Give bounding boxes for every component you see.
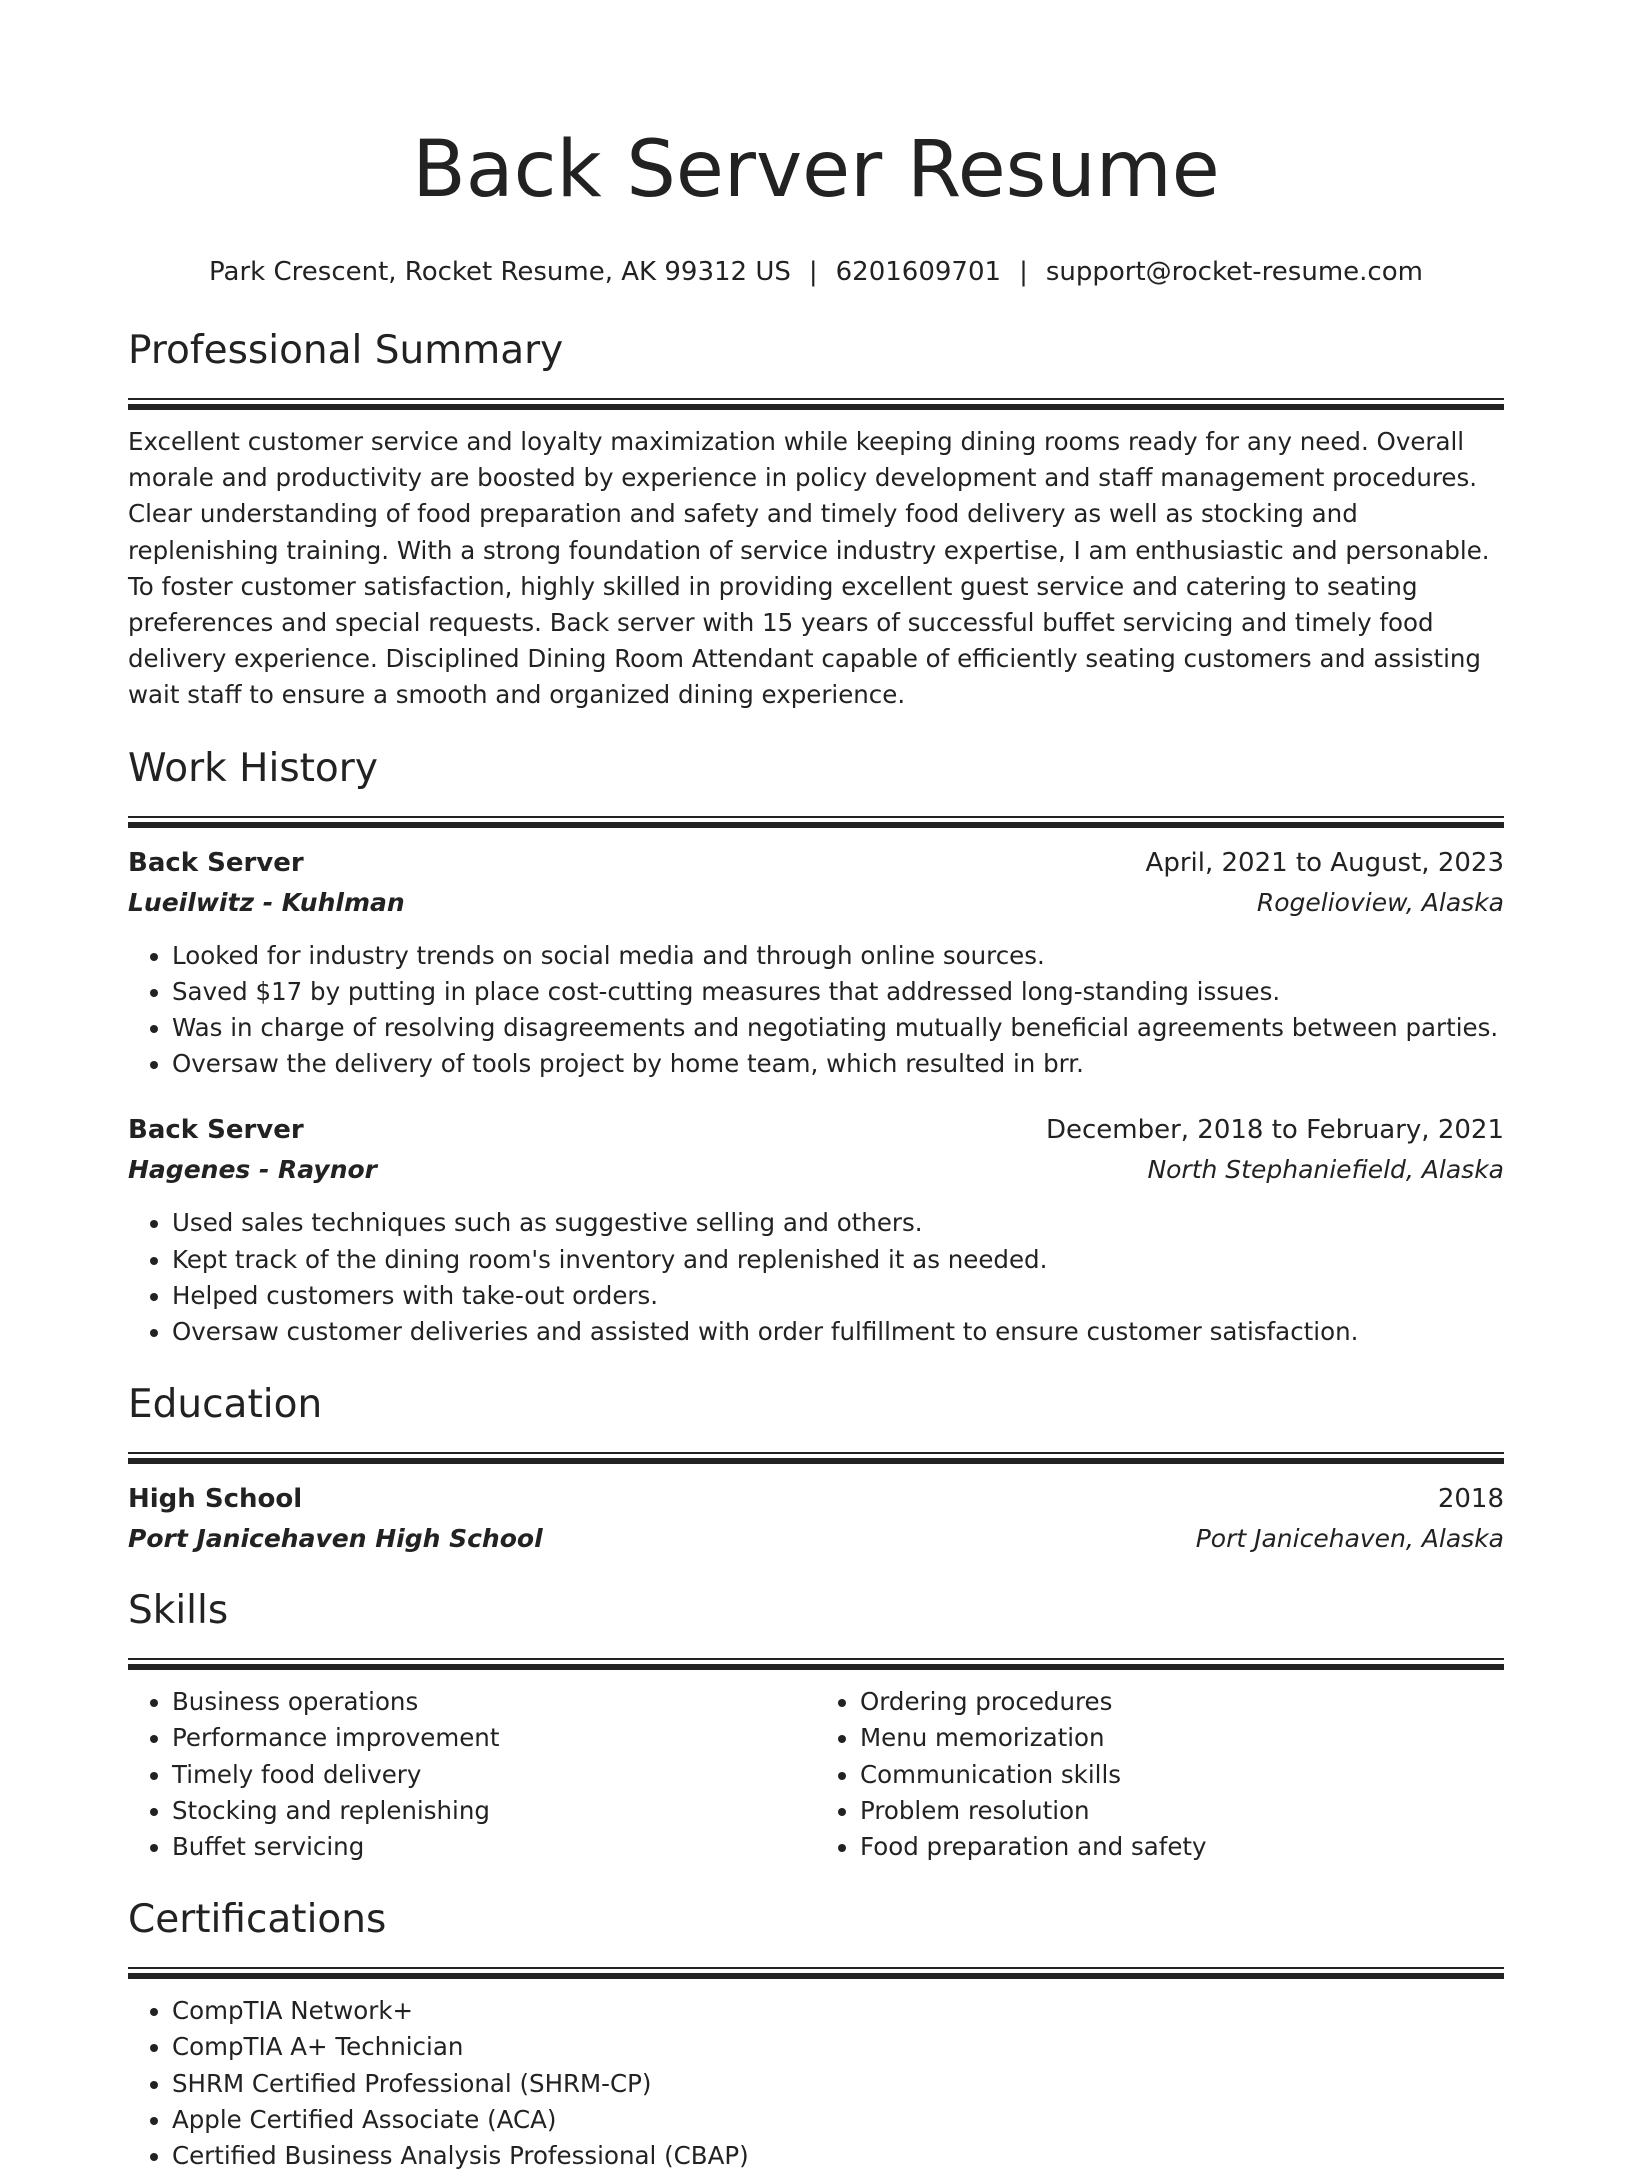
list-item: • Communication skills <box>860 1757 1504 1793</box>
job-entry <box>128 844 1504 1083</box>
list-item: • Helped customers with take-out orders. <box>172 1278 1504 1314</box>
section-divider <box>128 1967 1504 1979</box>
list-item: • Food preparation and safety <box>860 1829 1504 1865</box>
job-company: Hagenes - Raynor <box>128 1155 378 1185</box>
list-item: • CompTIA A+ Technician <box>172 2029 1504 2065</box>
education-school: Port Janicehaven High School <box>128 1524 543 1554</box>
contact-line <box>128 254 1504 290</box>
list-item: • Oversaw customer deliveries and assisted with order fulfillment to ensure customer satisfaction. <box>172 1314 1504 1350</box>
education-year: 2018 <box>1437 1484 1504 1515</box>
section-heading-skills: Skills <box>128 1588 229 1634</box>
list-item: • CompTIA Network+ <box>172 1993 1504 2029</box>
skills-section <box>128 1584 1504 1865</box>
summary-section <box>128 324 1504 714</box>
list-item: • Stocking and replenishing <box>172 1793 816 1829</box>
job-bullets <box>128 1205 1504 1350</box>
job-title: Back Server <box>128 847 304 878</box>
contact-phone: 6201609701 <box>835 257 1002 287</box>
list-item: • Problem resolution <box>860 1793 1504 1829</box>
job-dates: April, 2021 to August, 2023 <box>1145 847 1504 878</box>
skills-column-right <box>816 1684 1504 1865</box>
certifications-section <box>128 1893 1504 2174</box>
list-item: • Buffet servicing <box>172 1829 816 1865</box>
education-entry <box>128 1480 1504 1558</box>
education-section <box>128 1378 1504 1558</box>
list-item: • Business operations <box>172 1684 816 1720</box>
list-item: • Certified Business Analysis Professional (CBAP) <box>172 2138 1504 2174</box>
skills-grid <box>128 1684 1504 1865</box>
list-item: • Used sales techniques such as suggestive selling and others. <box>172 1205 1504 1241</box>
list-item: • Performance improvement <box>172 1720 816 1756</box>
job-dates: December, 2018 to February, 2021 <box>1045 1115 1504 1146</box>
skills-column-left <box>128 1684 816 1865</box>
summary-text: Excellent customer service and loyalty maximization while keeping dining rooms ready for any need. Overall morale and productivity are boosted by experience in policy development and staff management procedures. Clear understanding of food preparation and safety and timely food delivery as well as stocking and replenishing training. With a strong foundation of service industry expertise, I am enthusiastic and personable. To foster customer satisfaction, highly skilled in providing excellent guest service and catering to seating preferences and special requests. Back server with 15 years of successful buffet servicing and timely food delivery experience. Disciplined Dining Room Attendant capable of efficiently seating customers and assisting wait staff to ensure a smooth and organized dining experience. <box>128 427 1490 710</box>
certifications-list <box>128 1993 1504 2174</box>
contact-separator: | <box>1019 257 1028 287</box>
contact-email: support@rocket-resume.com <box>1045 257 1423 287</box>
job-title: Back Server <box>128 1115 304 1146</box>
list-item: • Timely food delivery <box>172 1757 816 1793</box>
education-location: Port Janicehaven, Alaska <box>1195 1524 1504 1554</box>
contact-separator: | <box>808 257 818 287</box>
list-item: • Kept track of the dining room's inventory and replenished it as needed. <box>172 1242 1504 1278</box>
section-heading-education: Education <box>128 1382 323 1428</box>
education-degree: High School <box>128 1484 303 1515</box>
contact-address: Park Crescent, Rocket Resume, AK 99312 US <box>209 257 791 287</box>
list-item: • Was in charge of resolving disagreements and negotiating mutually beneficial agreements between parties. <box>172 1010 1504 1046</box>
section-heading-certifications: Certifications <box>128 1897 387 1943</box>
section-divider <box>128 816 1504 828</box>
list-item: • Looked for industry trends on social media and through online sources. <box>172 938 1504 974</box>
job-bullets <box>128 938 1504 1083</box>
job-company: Lueilwitz - Kuhlman <box>128 887 405 917</box>
resume-title: Back Server Resume <box>412 125 1220 215</box>
job-location: Rogelioview, Alaska <box>1256 887 1504 917</box>
list-item: • Saved $17 by putting in place cost-cutting measures that addressed long-standing issues. <box>172 974 1504 1010</box>
section-heading-summary: Professional Summary <box>128 328 564 373</box>
list-item: • SHRM Certified Professional (SHRM-CP) <box>172 2066 1504 2102</box>
section-heading-work: Work History <box>128 745 378 791</box>
work-section <box>128 742 1504 1351</box>
job-entry <box>128 1111 1504 1350</box>
section-divider <box>128 1452 1504 1464</box>
list-item: • Menu memorization <box>860 1720 1504 1756</box>
job-location: North Stephaniefield, Alaska <box>1147 1155 1504 1185</box>
list-item: • Ordering procedures <box>860 1684 1504 1720</box>
section-divider <box>128 398 1504 410</box>
section-divider <box>128 1658 1504 1670</box>
list-item: • Apple Certified Associate (ACA) <box>172 2102 1504 2138</box>
list-item: • Oversaw the delivery of tools project by home team, which resulted in brr. <box>172 1046 1504 1082</box>
